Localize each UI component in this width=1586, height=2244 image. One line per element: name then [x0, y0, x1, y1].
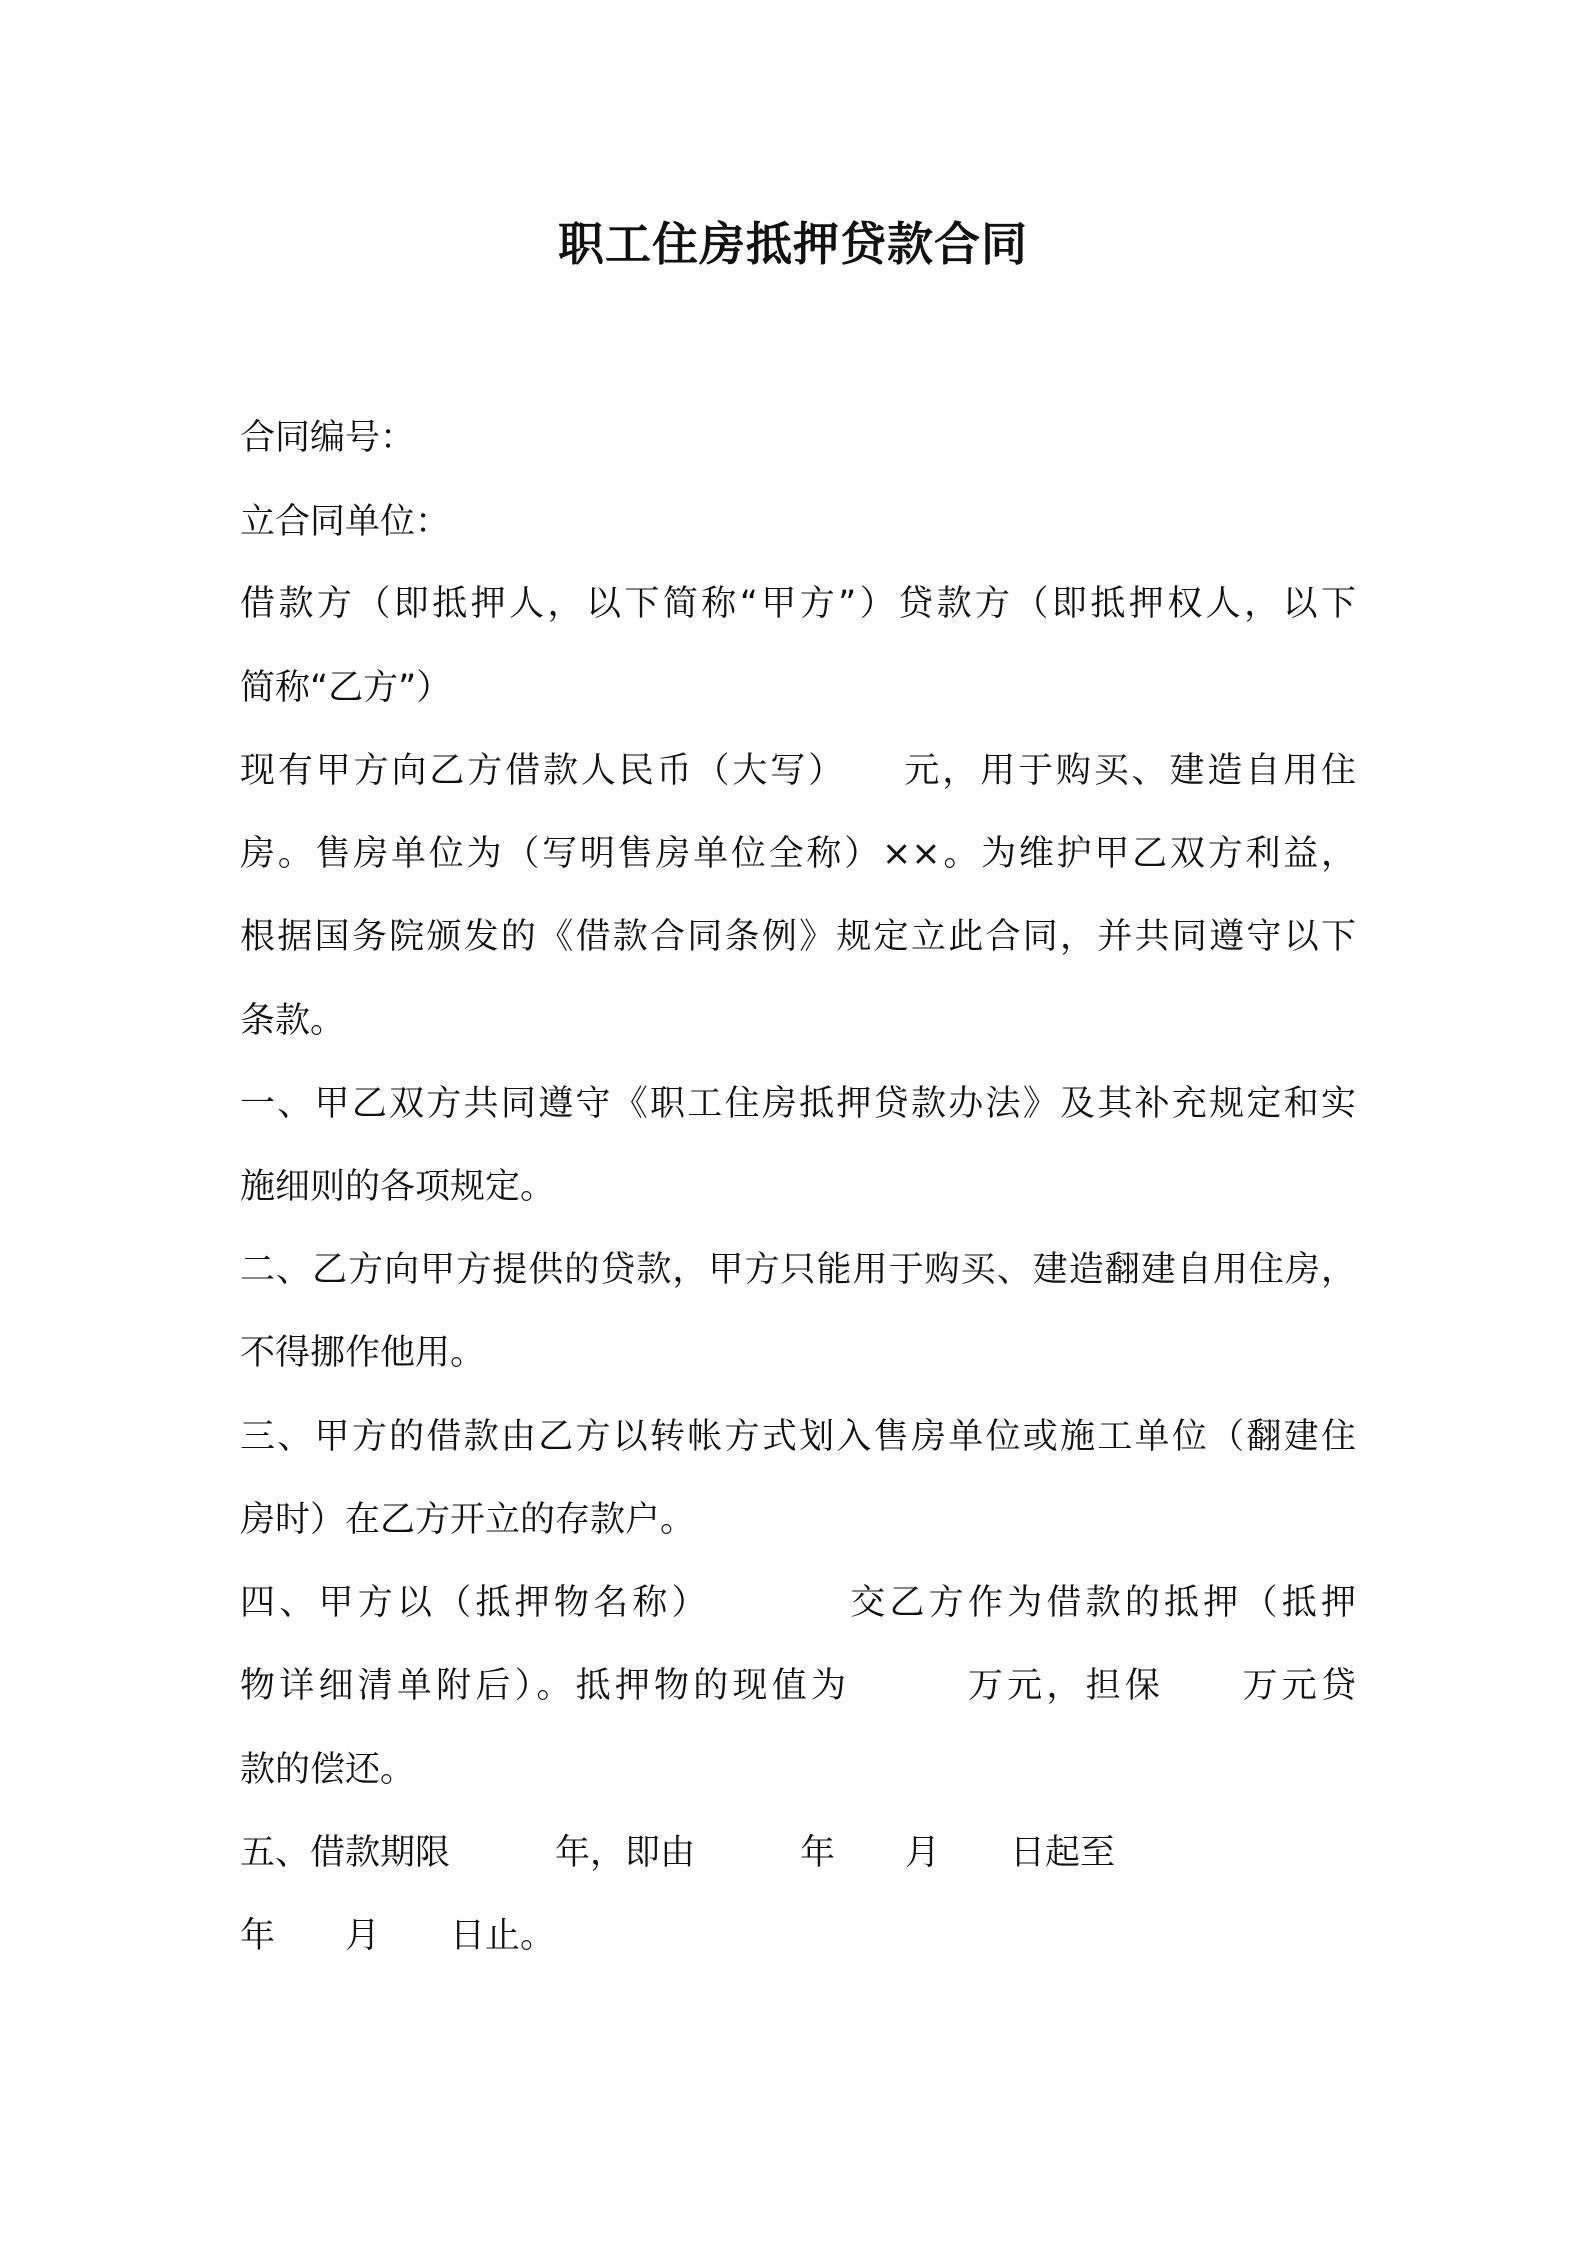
clause-4-line-2: 物详细清单附后）。抵押物的现值为 万元，担保 万元贷	[240, 1666, 1356, 1706]
parties-line-1: 借款方（即抵押人，以下简称“甲方”）贷款方（即抵押权人，以下	[240, 584, 1356, 624]
preamble-line-4: 条款。	[240, 1001, 346, 1041]
contracting-units-line: 立合同单位：	[240, 502, 451, 542]
clause-1-line-2: 施细则的各项规定。	[240, 1167, 556, 1207]
preamble-line-3: 根据国务院颁发的《借款合同条例》规定立此合同，并共同遵守以下	[240, 917, 1356, 957]
clause-1-line-1: 一、甲乙双方共同遵守《职工住房抵押贷款办法》及其补充规定和实	[240, 1084, 1356, 1124]
clause-2-line-2: 不得挪作他用。	[240, 1333, 486, 1373]
preamble-line-2: 房。售房单位为（写明售房单位全称）××。为维护甲乙双方利益，	[240, 834, 1356, 874]
clause-2-line-1: 二、乙方向甲方提供的贷款，甲方只能用于购买、建造翻建自用住房，	[240, 1250, 1356, 1290]
clause-4-line-1: 四、甲方以（抵押物名称） 交乙方作为借款的抵押（抵押	[240, 1583, 1356, 1623]
contract-number-line: 合同编号：	[240, 418, 416, 458]
parties-line-2: 简称“乙方”）	[240, 668, 452, 708]
clause-5-line-1: 五、借款期限 年，即由 年 月 日起至	[240, 1833, 1116, 1873]
clause-3-line-2: 房时）在乙方开立的存款户。	[240, 1500, 696, 1540]
document-title: 职工住房抵押贷款合同	[558, 217, 1028, 271]
clause-5-line-2: 年 月 日止。	[240, 1916, 556, 1956]
clause-4-line-3: 款的偿还。	[240, 1750, 416, 1790]
preamble-line-1: 现有甲方向乙方借款人民币（大写） 元，用于购买、建造自用住	[240, 751, 1356, 791]
clause-3-line-1: 三、甲方的借款由乙方以转帐方式划入售房单位或施工单位（翻建住	[240, 1417, 1356, 1457]
